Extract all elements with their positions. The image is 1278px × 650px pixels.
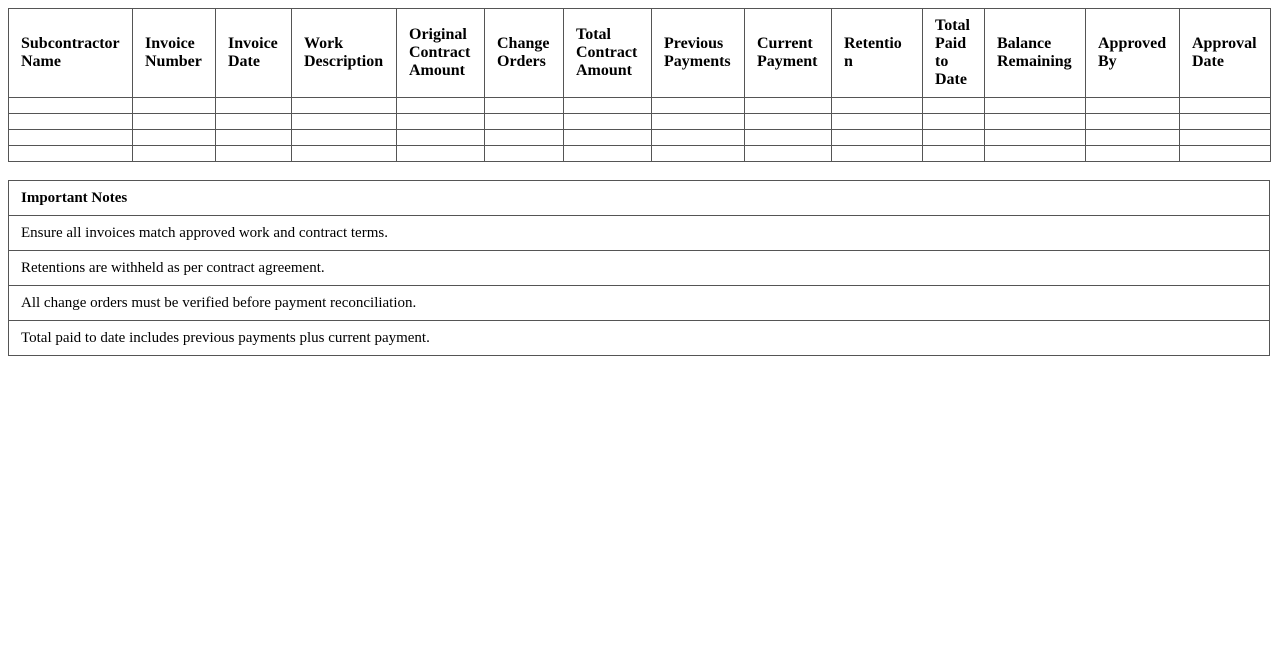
note-text: Retentions are withheld as per contract agreement. <box>9 251 1270 286</box>
column-header: Current Payment <box>745 9 832 98</box>
table-cell[interactable] <box>9 114 133 130</box>
table-cell[interactable] <box>564 114 652 130</box>
table-cell[interactable] <box>923 114 985 130</box>
table-cell[interactable] <box>745 146 832 162</box>
page <box>8 8 1270 356</box>
table-cell[interactable] <box>292 130 397 146</box>
note-row <box>9 251 1270 286</box>
note-row <box>9 216 1270 251</box>
note-row <box>9 286 1270 321</box>
table-cell[interactable] <box>9 146 133 162</box>
table-cell[interactable] <box>564 98 652 114</box>
column-header: Retention <box>832 9 923 98</box>
table-cell[interactable] <box>832 130 923 146</box>
table-cell[interactable] <box>133 146 216 162</box>
note-text: Ensure all invoices match approved work and contract terms. <box>9 216 1270 251</box>
table-cell[interactable] <box>923 130 985 146</box>
column-header: Change Orders <box>485 9 564 98</box>
table-cell[interactable] <box>485 146 564 162</box>
table-cell[interactable] <box>564 146 652 162</box>
column-header: Subcontractor Name <box>9 9 133 98</box>
table-cell[interactable] <box>9 98 133 114</box>
table-cell[interactable] <box>485 130 564 146</box>
table-cell[interactable] <box>397 98 485 114</box>
table-cell[interactable] <box>216 130 292 146</box>
important-notes-table <box>8 180 1270 356</box>
table-header-row <box>9 9 1271 98</box>
table-cell[interactable] <box>485 98 564 114</box>
table-cell[interactable] <box>985 114 1086 130</box>
column-header: Work Description <box>292 9 397 98</box>
column-header: Total Paid to Date <box>923 9 985 98</box>
table-cell[interactable] <box>923 146 985 162</box>
table-cell[interactable] <box>832 146 923 162</box>
table-cell[interactable] <box>745 114 832 130</box>
table-row <box>9 130 1271 146</box>
table-cell[interactable] <box>1086 114 1180 130</box>
table-cell[interactable] <box>832 114 923 130</box>
table-cell[interactable] <box>985 146 1086 162</box>
table-cell[interactable] <box>216 114 292 130</box>
table-cell[interactable] <box>985 130 1086 146</box>
table-cell[interactable] <box>1086 130 1180 146</box>
table-cell[interactable] <box>1180 98 1271 114</box>
table-cell[interactable] <box>652 114 745 130</box>
table-cell[interactable] <box>1086 98 1180 114</box>
payment-reconciliation-table <box>8 8 1271 162</box>
column-header: Invoice Date <box>216 9 292 98</box>
table-cell[interactable] <box>9 130 133 146</box>
note-row <box>9 321 1270 356</box>
table-cell[interactable] <box>564 130 652 146</box>
column-header: Approval Date <box>1180 9 1271 98</box>
table-cell[interactable] <box>985 98 1086 114</box>
table-cell[interactable] <box>1086 146 1180 162</box>
table-cell[interactable] <box>832 98 923 114</box>
column-header: Approved By <box>1086 9 1180 98</box>
table-cell[interactable] <box>485 114 564 130</box>
column-header: Previous Payments <box>652 9 745 98</box>
table-cell[interactable] <box>923 98 985 114</box>
table-cell[interactable] <box>216 146 292 162</box>
column-header: Total Contract Amount <box>564 9 652 98</box>
table-cell[interactable] <box>397 146 485 162</box>
table-row <box>9 98 1271 114</box>
column-header: Balance Remaining <box>985 9 1086 98</box>
notes-title: Important Notes <box>9 181 1270 216</box>
table-cell[interactable] <box>133 98 216 114</box>
table-row <box>9 114 1271 130</box>
note-text: Total paid to date includes previous payments plus current payment. <box>9 321 1270 356</box>
table-cell[interactable] <box>397 130 485 146</box>
table-cell[interactable] <box>1180 130 1271 146</box>
table-row <box>9 146 1271 162</box>
table-cell[interactable] <box>292 146 397 162</box>
table-cell[interactable] <box>745 130 832 146</box>
table-cell[interactable] <box>652 98 745 114</box>
table-cell[interactable] <box>652 146 745 162</box>
table-cell[interactable] <box>397 114 485 130</box>
table-body <box>9 98 1271 162</box>
table-cell[interactable] <box>216 98 292 114</box>
column-header: Original Contract Amount <box>397 9 485 98</box>
table-cell[interactable] <box>133 114 216 130</box>
table-cell[interactable] <box>1180 114 1271 130</box>
table-cell[interactable] <box>652 130 745 146</box>
note-text: All change orders must be verified before payment reconciliation. <box>9 286 1270 321</box>
table-cell[interactable] <box>1180 146 1271 162</box>
table-cell[interactable] <box>745 98 832 114</box>
notes-title-row <box>9 181 1270 216</box>
table-cell[interactable] <box>292 98 397 114</box>
table-cell[interactable] <box>292 114 397 130</box>
table-cell[interactable] <box>133 130 216 146</box>
column-header: Invoice Number <box>133 9 216 98</box>
